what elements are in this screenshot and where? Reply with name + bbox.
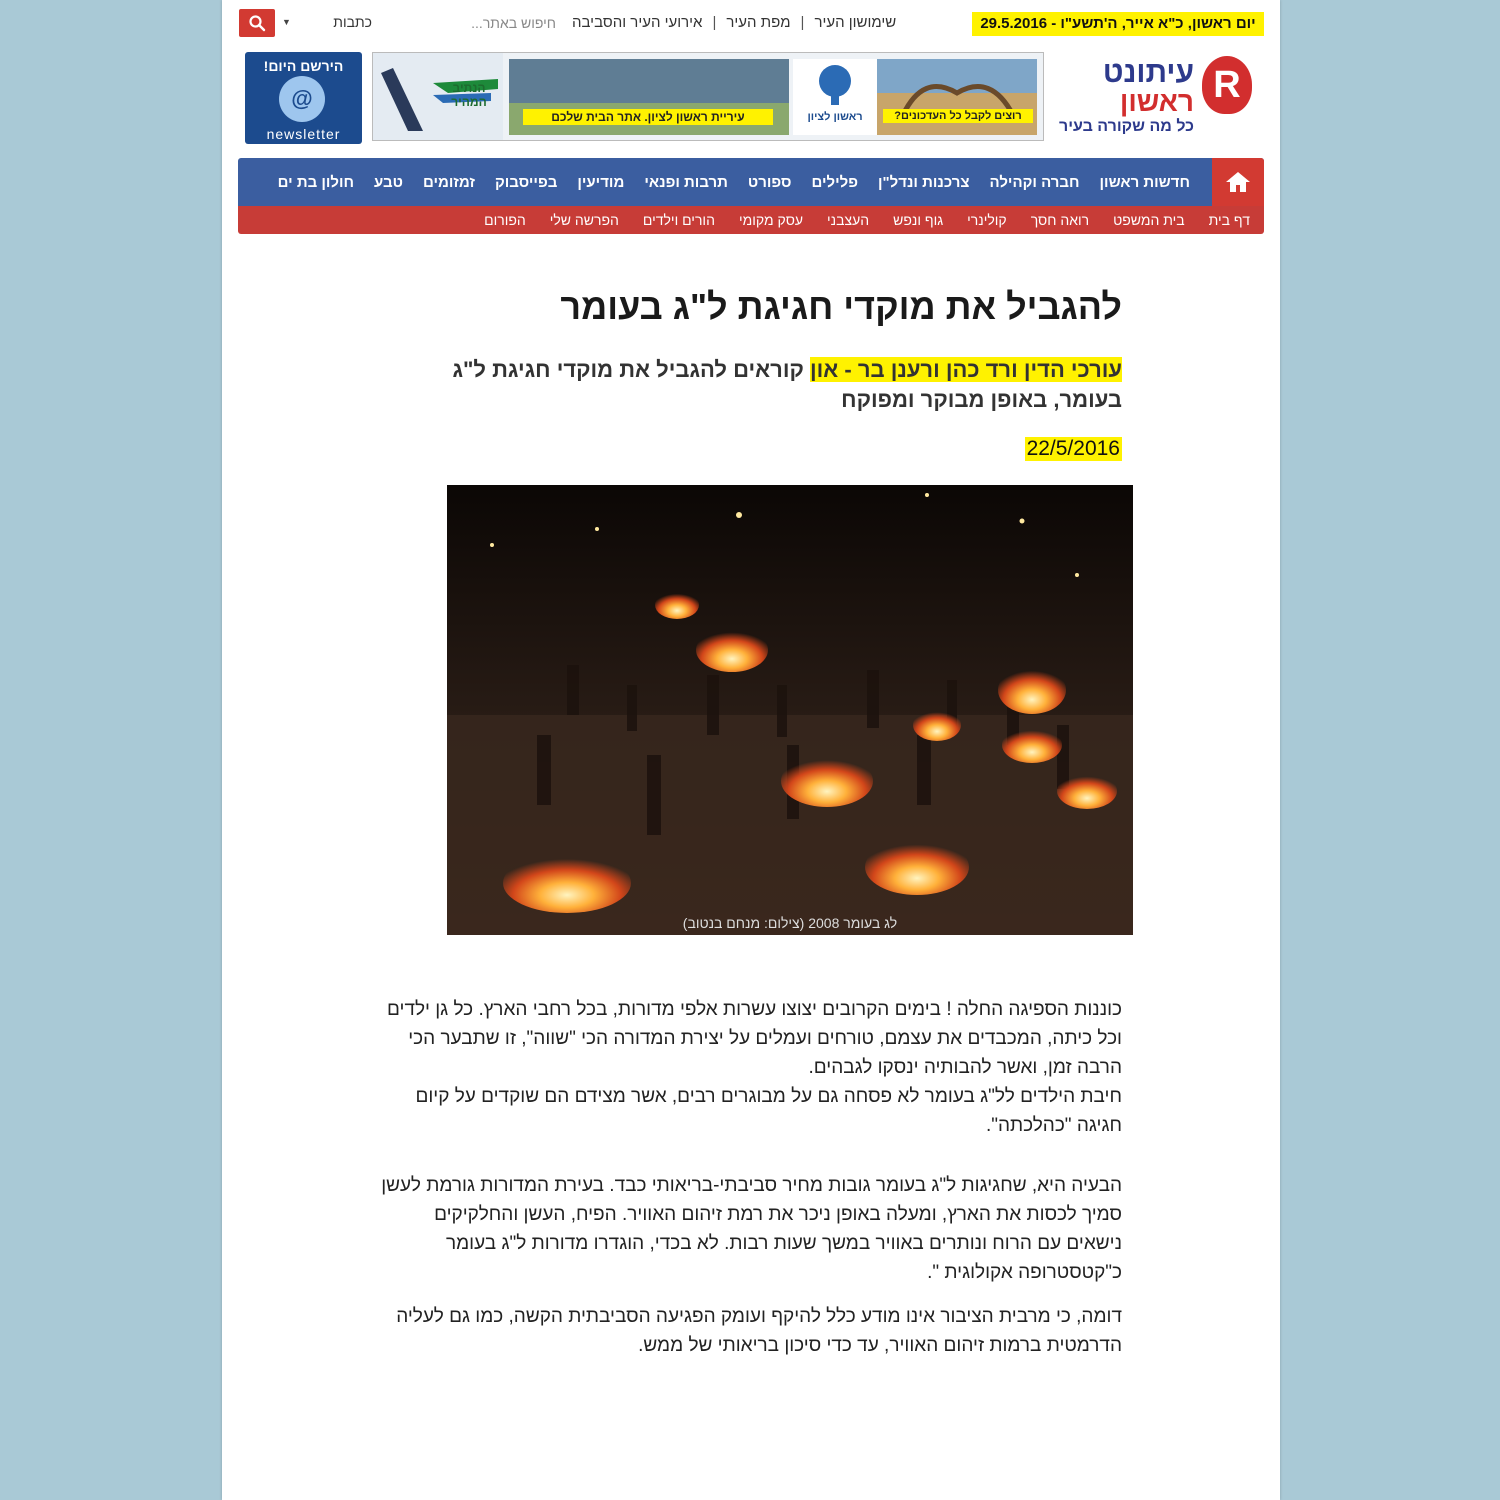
logo-line1: עיתונט: [1102, 56, 1194, 89]
search-icon: [248, 14, 266, 32]
top-link-city-map[interactable]: מפת העיר: [726, 14, 791, 31]
home-icon: [1225, 170, 1251, 194]
nav2-item-angry[interactable]: העצבני: [827, 212, 870, 228]
nav-item-buzz[interactable]: זמזומים: [422, 173, 475, 191]
search-input[interactable]: [374, 10, 558, 36]
secondary-nav: [238, 206, 1264, 234]
nav2-item-my-parasha[interactable]: הפרשה שלי: [549, 212, 619, 228]
article-paragraph: הבעיה היא, שחגיגות ל"ג בעומר גובות מחיר סביבתי-בריאותי כבד. בעירת המדורות גורמת לעשן סמיך לכסות את הארץ, ומעלה באופן ניכר את רמת זיהום האוויר. הפיח, העשן והחלקיקים נישאים עם הרוח ונותרים באוויר במשך שעות רבות. לא בכדי, הוגדרו מדורות ל"ג בעומר כ"קטסטרופה אקולוגית ".: [381, 1175, 1122, 1283]
subheading-rest: קוראים להגביל את מוקדי חגיגת ל"ג בעומר, באופן מבוקר ומפוקח: [452, 357, 1122, 412]
page-sheet: [222, 0, 1280, 1500]
chevron-down-icon: ▼: [282, 17, 291, 27]
category-select[interactable]: [282, 10, 372, 34]
article-paragraph: כוננות הספיגה החלה ! בימים הקרובים יצוצו עשרות אלפי מדורות, בכל רחבי הארץ. כל גן ילדים וכל כיתה, המכבדים את עצמם, טורחים ועמלים על יצירת המדורה הכי "שווה", זו שתבער הכי הרבה זמן, ואשר להבותיה ינסקו לגבהים.: [387, 999, 1122, 1078]
category-select-value: כתבות: [333, 14, 372, 30]
secondary-nav-items: [484, 206, 1250, 234]
bonfire-scene: [447, 485, 1133, 935]
nav2-item-parents[interactable]: הורים וילדים: [642, 212, 715, 228]
article-subheading: [402, 355, 1122, 415]
photo-caption: לג בעומר 2008 (צילום: מנחם בנטוב): [682, 915, 898, 931]
nav-item-modiin[interactable]: מודיעין: [577, 173, 625, 191]
primary-nav-items: [278, 158, 1190, 206]
site-logo[interactable]: [1058, 52, 1252, 144]
search-button[interactable]: [239, 9, 275, 37]
top-links: [572, 14, 927, 34]
nav-item-holon[interactable]: חולון בת ים: [277, 173, 355, 191]
logo-mark: R: [1202, 56, 1252, 114]
current-date: יום ראשון, כ"א אייר, ה'תשע"ו - 29.5.2016: [972, 12, 1264, 36]
banner-ad[interactable]: [372, 52, 1044, 141]
banner-left-text: הנתיב המהיר: [451, 81, 487, 109]
article-photo: [447, 485, 1133, 935]
article-paragraph: דומה, כי מרבית הציבור אינו מודע כלל להיקף ועומק הפגיעה הסביבתית הקשה, כמו גם לעליה הדרמטית ברמות זיהום האוויר, עד כדי סיכון בריאותי של ממש.: [396, 1306, 1122, 1356]
top-link-city-services[interactable]: שימושון העיר: [814, 14, 897, 31]
newsletter-signup[interactable]: [245, 52, 362, 144]
at-sign-icon: @: [279, 76, 325, 122]
nav2-item-local-business[interactable]: עסק מקומי: [738, 212, 804, 228]
nav-item-culture[interactable]: תרבות ופנאי: [644, 173, 728, 191]
nav2-item-accountant[interactable]: רואה חסך: [1030, 212, 1090, 228]
logo-tagline: כל מה שקורה בעיר: [1058, 118, 1194, 135]
article-paragraph: חיבת הילדים לל"ג בעומר לא פסחה גם על מבוגרים רבים, אשר מצידם הם שוקדים על קיום חגיגה "כהלכתה".: [415, 1086, 1122, 1136]
nav2-item-forum[interactable]: הפורום: [484, 212, 526, 228]
nav2-item-culinary[interactable]: קולינרי: [967, 212, 1007, 228]
banner-right-text: רוצים לקבל כל העדכונים?: [894, 110, 1022, 122]
divider: |: [800, 14, 805, 31]
nav-item-facebook[interactable]: בפייסבוק: [494, 173, 558, 191]
nav2-item-body-soul[interactable]: גוף ונפש: [893, 212, 944, 228]
nav2-item-home[interactable]: דף בית: [1208, 212, 1250, 228]
nav-item-consumer[interactable]: צרכנות ונדל"ן: [878, 173, 970, 191]
nav-item-nature[interactable]: טבע: [374, 173, 403, 191]
primary-nav: [238, 158, 1264, 206]
banner-center-text: עיריית ראשון לציון. אתר הבית שלכם: [551, 110, 745, 124]
nav-item-crime[interactable]: פלילים: [811, 173, 858, 191]
nav-item-sports[interactable]: ספורט: [747, 173, 792, 191]
nav-item-society[interactable]: חברה וקהילה: [989, 173, 1080, 191]
nav2-item-court[interactable]: בית המשפט: [1113, 212, 1185, 228]
top-link-city-events[interactable]: אירועי העיר והסביבה: [572, 14, 703, 31]
logo-line2: ראשון: [1119, 86, 1194, 117]
newsletter-label: newsletter: [266, 126, 341, 142]
banner-city-label: ראשון לציון: [807, 111, 863, 123]
nav-item-rishon-news[interactable]: חדשות ראשון: [1099, 173, 1190, 191]
article-date: 22/5/2016: [1026, 437, 1120, 460]
article-headline: להגביל את מוקדי חגיגת ל"ג בעומר: [560, 286, 1122, 327]
home-button[interactable]: [1212, 158, 1264, 206]
divider: |: [712, 14, 717, 31]
newsletter-heading: הירשם היום!: [263, 58, 344, 74]
subheading-authors: עורכי הדין ורד כהן ורענן בר - און: [809, 357, 1122, 382]
